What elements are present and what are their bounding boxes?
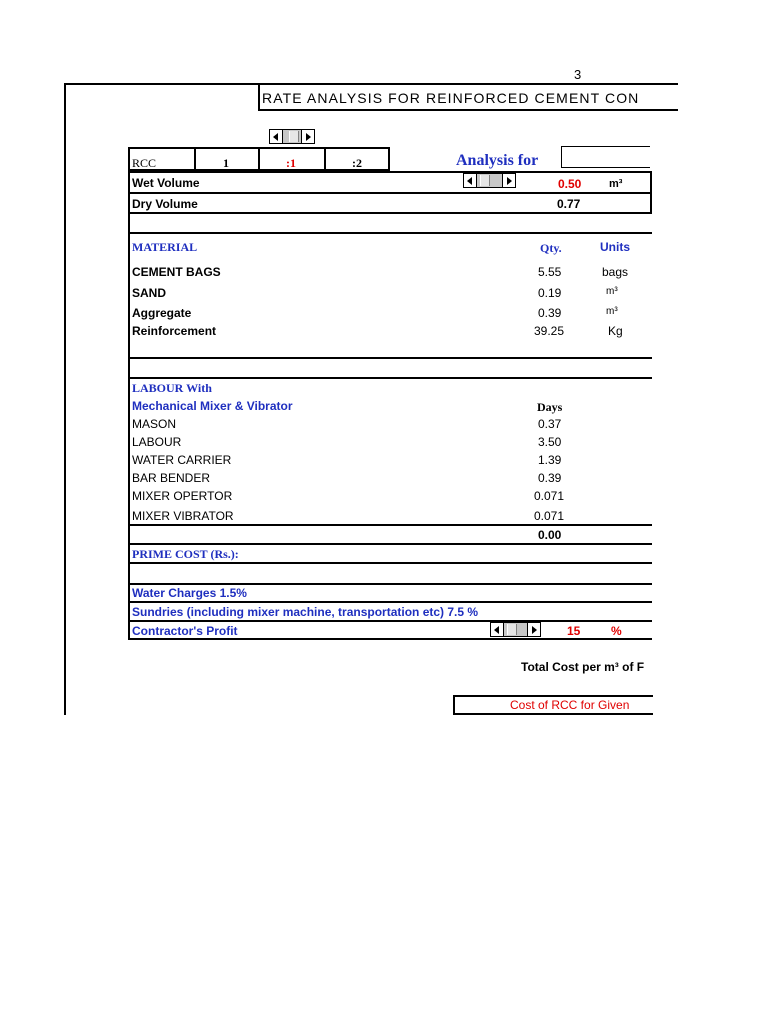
table-line-j	[128, 638, 652, 640]
labour-total: 0.00	[538, 528, 562, 542]
dry-volume-value: 0.77	[557, 197, 581, 211]
prime-cost-label: PRIME COST (Rs.):	[132, 547, 239, 561]
labour-name-1: LABOUR	[132, 435, 182, 449]
labour-header: LABOUR With	[132, 381, 212, 395]
mix-aggregate: :2	[352, 156, 362, 170]
water-charges-label: Water Charges 1.5%	[132, 586, 247, 600]
material-unit-2: m³	[606, 306, 618, 317]
material-unit-1: m³	[606, 286, 618, 297]
labour-name-4: MIXER OPERTOR	[132, 489, 233, 503]
labour-days-1: 3.50	[538, 435, 562, 449]
material-qty-0: 5.55	[538, 265, 562, 279]
right-arrow-icon[interactable]	[502, 173, 516, 188]
analysis-for-label: Analysis for	[456, 152, 539, 169]
wet-volume-value: 0.50	[558, 177, 582, 191]
material-name-1: SAND	[132, 286, 167, 300]
dry-volume-label: Dry Volume	[132, 197, 198, 211]
labour-name-0: MASON	[132, 417, 177, 431]
volume-divider	[128, 192, 652, 194]
table-line-b	[128, 357, 652, 359]
left-arrow-icon[interactable]	[269, 129, 283, 144]
material-header: MATERIAL	[132, 240, 198, 254]
page-title: RATE ANALYSIS FOR REINFORCED CEMENT CON	[262, 90, 640, 106]
table-line-d	[128, 524, 652, 526]
wet-volume-spinner[interactable]	[463, 173, 516, 189]
material-name-3: Reinforcement	[132, 324, 217, 338]
mix-divider-3	[324, 147, 326, 171]
material-unit-0: bags	[602, 265, 629, 279]
sundries-label: Sundries (including mixer machine, transportation etc) 7.5 %	[132, 605, 479, 619]
labour-days-0: 0.37	[538, 417, 562, 431]
total-cost-label: Total Cost per m³ of F	[521, 660, 645, 674]
material-qty-1: 0.19	[538, 286, 562, 300]
table-line-c	[128, 377, 652, 379]
right-arrow-icon[interactable]	[301, 129, 315, 144]
material-name-0: CEMENT BAGS	[132, 265, 221, 279]
material-unit-3: Kg	[608, 324, 623, 338]
mix-ratio-spinner[interactable]	[269, 129, 315, 145]
material-qty-2: 0.39	[538, 306, 562, 320]
labour-days-4: 0.071	[534, 489, 565, 503]
material-name-2: Aggregate	[132, 306, 192, 320]
contractor-profit-value: 15	[567, 624, 581, 638]
table-line-h	[128, 601, 652, 603]
analysis-for-input[interactable]	[561, 146, 650, 168]
table-left-border	[128, 214, 130, 640]
labour-name-3: BAR BENDER	[132, 471, 211, 485]
cost-rcc-label: Cost of RCC for Given	[510, 698, 630, 712]
labour-days-2: 1.39	[538, 453, 562, 467]
mix-cement: 1	[223, 156, 229, 170]
material-qty-3: 39.25	[534, 324, 565, 338]
labour-name-2: WATER CARRIER	[132, 453, 232, 467]
left-arrow-icon[interactable]	[490, 622, 504, 637]
labour-days-5: 0.071	[534, 509, 565, 523]
page-number: 3	[574, 67, 582, 82]
right-arrow-icon[interactable]	[527, 622, 541, 637]
profit-spinner[interactable]	[490, 622, 541, 638]
units-header: Units	[600, 240, 630, 254]
mix-label: RCC	[132, 156, 157, 170]
table-line-e	[128, 543, 652, 545]
days-header: Days	[537, 400, 563, 414]
table-line-f	[128, 562, 652, 564]
table-line-g	[128, 583, 652, 585]
mix-sand: :1	[286, 156, 296, 170]
table-line-i	[128, 620, 652, 622]
wet-volume-label: Wet Volume	[132, 176, 200, 190]
labour-days-3: 0.39	[538, 471, 562, 485]
qty-header: Qty.	[540, 241, 562, 255]
labour-name-5: MIXER VIBRATOR	[132, 509, 234, 523]
wet-volume-unit: m³	[609, 178, 623, 190]
top-border	[64, 83, 260, 85]
labour-subheader: Mechanical Mixer & Vibrator	[132, 399, 293, 413]
mix-divider-2	[258, 147, 260, 171]
table-line-a	[128, 232, 652, 234]
left-arrow-icon[interactable]	[463, 173, 477, 188]
contractor-profit-label: Contractor's Profit	[132, 624, 238, 638]
contractor-profit-unit: %	[611, 624, 622, 638]
left-border	[64, 83, 66, 715]
mix-divider-1	[194, 147, 196, 171]
